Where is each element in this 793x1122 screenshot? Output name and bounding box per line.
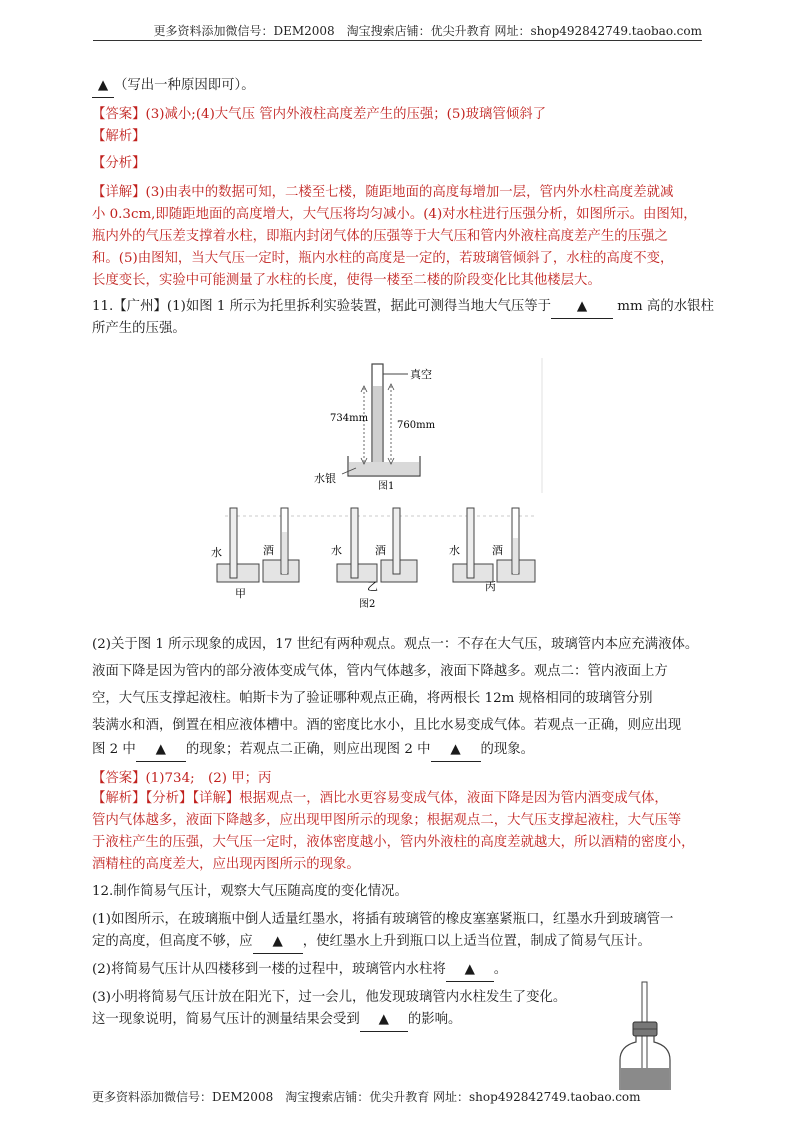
- height-760-label: 760mm: [397, 420, 436, 431]
- vacuum-label: 真空: [410, 368, 432, 381]
- height-734-label: 734mm: [330, 413, 369, 424]
- figure-1-torricelli: [290, 358, 550, 493]
- figure-simple-barometer: [612, 980, 694, 1090]
- page-footer: 更多资料添加微信号：DEM2008 淘宝搜索店铺：优尖升教育 网址：shop492842749.taobao.com: [92, 1090, 641, 1104]
- label-water-jia: 水: [211, 546, 222, 559]
- q11-p2-line5: 图 2 中 ▲ 的现象；若观点二正确，则应出现图 2 中 ▲ 的现象。: [92, 739, 704, 762]
- figure-1-caption: 图1: [378, 481, 395, 492]
- prev-detail-5: 长度变长，实验中可能测量了水柱的长度，使得一楼至二楼的阶段变化比其他楼层大。: [92, 273, 601, 288]
- q11-line1: 11.【广州】(1)如图 1 所示为托里拆利实验装置，据此可测得当地大气压等于 ▲ mm 高的水银柱: [92, 296, 704, 319]
- mercury-column: [373, 386, 382, 470]
- figure-2-caption: 图2: [359, 599, 376, 610]
- setup-jia: [217, 508, 299, 582]
- label-alcohol-yi: 酒: [375, 544, 386, 557]
- q12-p1-line1: (1)如图所示，在玻璃瓶中倒人适量红墨水，将插有玻璃管的橡皮塞塞紧瓶口，红墨水升到玻璃管一: [92, 912, 674, 927]
- q11-answer: 【答案】(1)734; (2) 甲；丙: [92, 771, 272, 786]
- prev-fenxi: 【分析】: [92, 156, 146, 171]
- page-header: 更多资料添加微信号：DEM2008 淘宝搜索店铺：优尖升教育 网址：shop492842749.taobao.com: [153, 24, 702, 38]
- answer-blank: ▲: [136, 739, 186, 762]
- prev-detail-3: 瓶内外的气压差支撑着水柱，即瓶内封闭气体的压强等于大气压和管内外液柱高度差产生的压强之: [92, 229, 668, 244]
- label-alcohol-jia: 酒: [263, 544, 274, 557]
- q11-p2-line2: 液面下降是因为管内的部分液体变成气体，管内气体越多，液面下降越多。观点二：管内液面上方: [92, 664, 668, 679]
- answer-blank: ▲: [551, 296, 613, 319]
- prev-jiexi: 【解析】: [92, 129, 146, 144]
- mercury-label: 水银: [314, 472, 336, 485]
- label-bing: 丙: [485, 580, 496, 593]
- q11-line2: 所产生的压强。: [92, 321, 186, 336]
- answer-blank: ▲: [92, 75, 114, 98]
- q11-p2-line4: 装满水和酒，倒置在相应液体槽中。酒的密度比水小，且比水易变成气体。若观点一正确，则应出现: [92, 718, 682, 733]
- mercury-pool: [349, 462, 419, 475]
- q11-analysis-3: 于液柱产生的压强，大气压一定时，液体密度越小，管内外液柱的高度差就越大，所以酒精的密度小，: [92, 835, 695, 850]
- label-yi: 乙: [367, 580, 378, 593]
- q12-p2: (2)将简易气压计从四楼移到一楼的过程中，玻璃管内水柱将 ▲ 。: [92, 959, 704, 982]
- label-jia: 甲: [235, 587, 246, 600]
- label-water-bing: 水: [449, 544, 460, 557]
- q11-p2-line1: (2)关于图 1 所示现象的成因，17 世纪有两种观点。观点一：不存在大气压，玻璃管内本应充满液体。: [92, 637, 699, 652]
- q12-p3-line1: (3)小明将简易气压计放在阳光下，过一会儿，他发现玻璃管内水柱发生了变化。: [92, 990, 567, 1005]
- answer-blank: ▲: [253, 931, 303, 954]
- q12-p3-line2: 这一现象说明，简易气压计的测量结果会受到 ▲ 的影响。: [92, 1009, 704, 1032]
- answer-blank: ▲: [446, 959, 494, 982]
- q11-analysis-2: 管内气体越多，液面下降越多，应出现甲图所示的现象；根据观点二，大气压支撑起液柱，大气压等: [92, 813, 682, 828]
- prev-detail-1: 【详解】(3)由表中的数据可知，二楼至七楼，随距地面的高度每增加一层，管内外水柱高度差就减: [92, 185, 674, 200]
- q11-p2-line3: 空，大气压支撑起液柱。帕斯卡为了验证哪种观点正确，将两根长 12m 规格相同的玻璃管分别: [92, 691, 653, 706]
- answer-blank: ▲: [431, 739, 481, 762]
- figure-2-three-setups: [205, 494, 555, 612]
- prev-answer: 【答案】(3)减小;(4)大气压 管内外液柱高度差产生的压强；(5)玻璃管倾斜了: [92, 107, 546, 122]
- q12-p1-line2: 定的高度，但高度不够，应 ▲ ，使红墨水上升到瓶口以上适当位置，制成了简易气压计。: [92, 931, 704, 954]
- prev-detail-2: 小 0.3cm,即随距地面的高度增大，大气压将均匀减小。(4)对水柱进行压强分析，如图所示。由图知，: [92, 207, 697, 222]
- label-water-yi: 水: [331, 544, 342, 557]
- prev-detail-4: 和。(5)由图知，当大气压一定时，瓶内水柱的高度是一定的，若玻璃管倾斜了，水柱的高度不变，: [92, 251, 674, 266]
- answer-blank: ▲: [360, 1009, 408, 1032]
- q11-analysis-4: 酒精柱的高度差大，应出现丙图所示的现象。: [92, 857, 360, 872]
- prev-answer-line: ▲ （写出一种原因即可）。: [92, 75, 704, 98]
- q12-title: 12.制作简易气压计，观察大气压随高度的变化情况。: [92, 884, 408, 899]
- header-divider: [93, 40, 702, 41]
- red-ink: [621, 1068, 669, 1090]
- label-alcohol-bing: 酒: [492, 544, 503, 557]
- q11-analysis-1: 【解析】【分析】【详解】根据观点一，酒比水更容易变成气体，液面下降是因为管内酒变成气体，: [92, 791, 668, 806]
